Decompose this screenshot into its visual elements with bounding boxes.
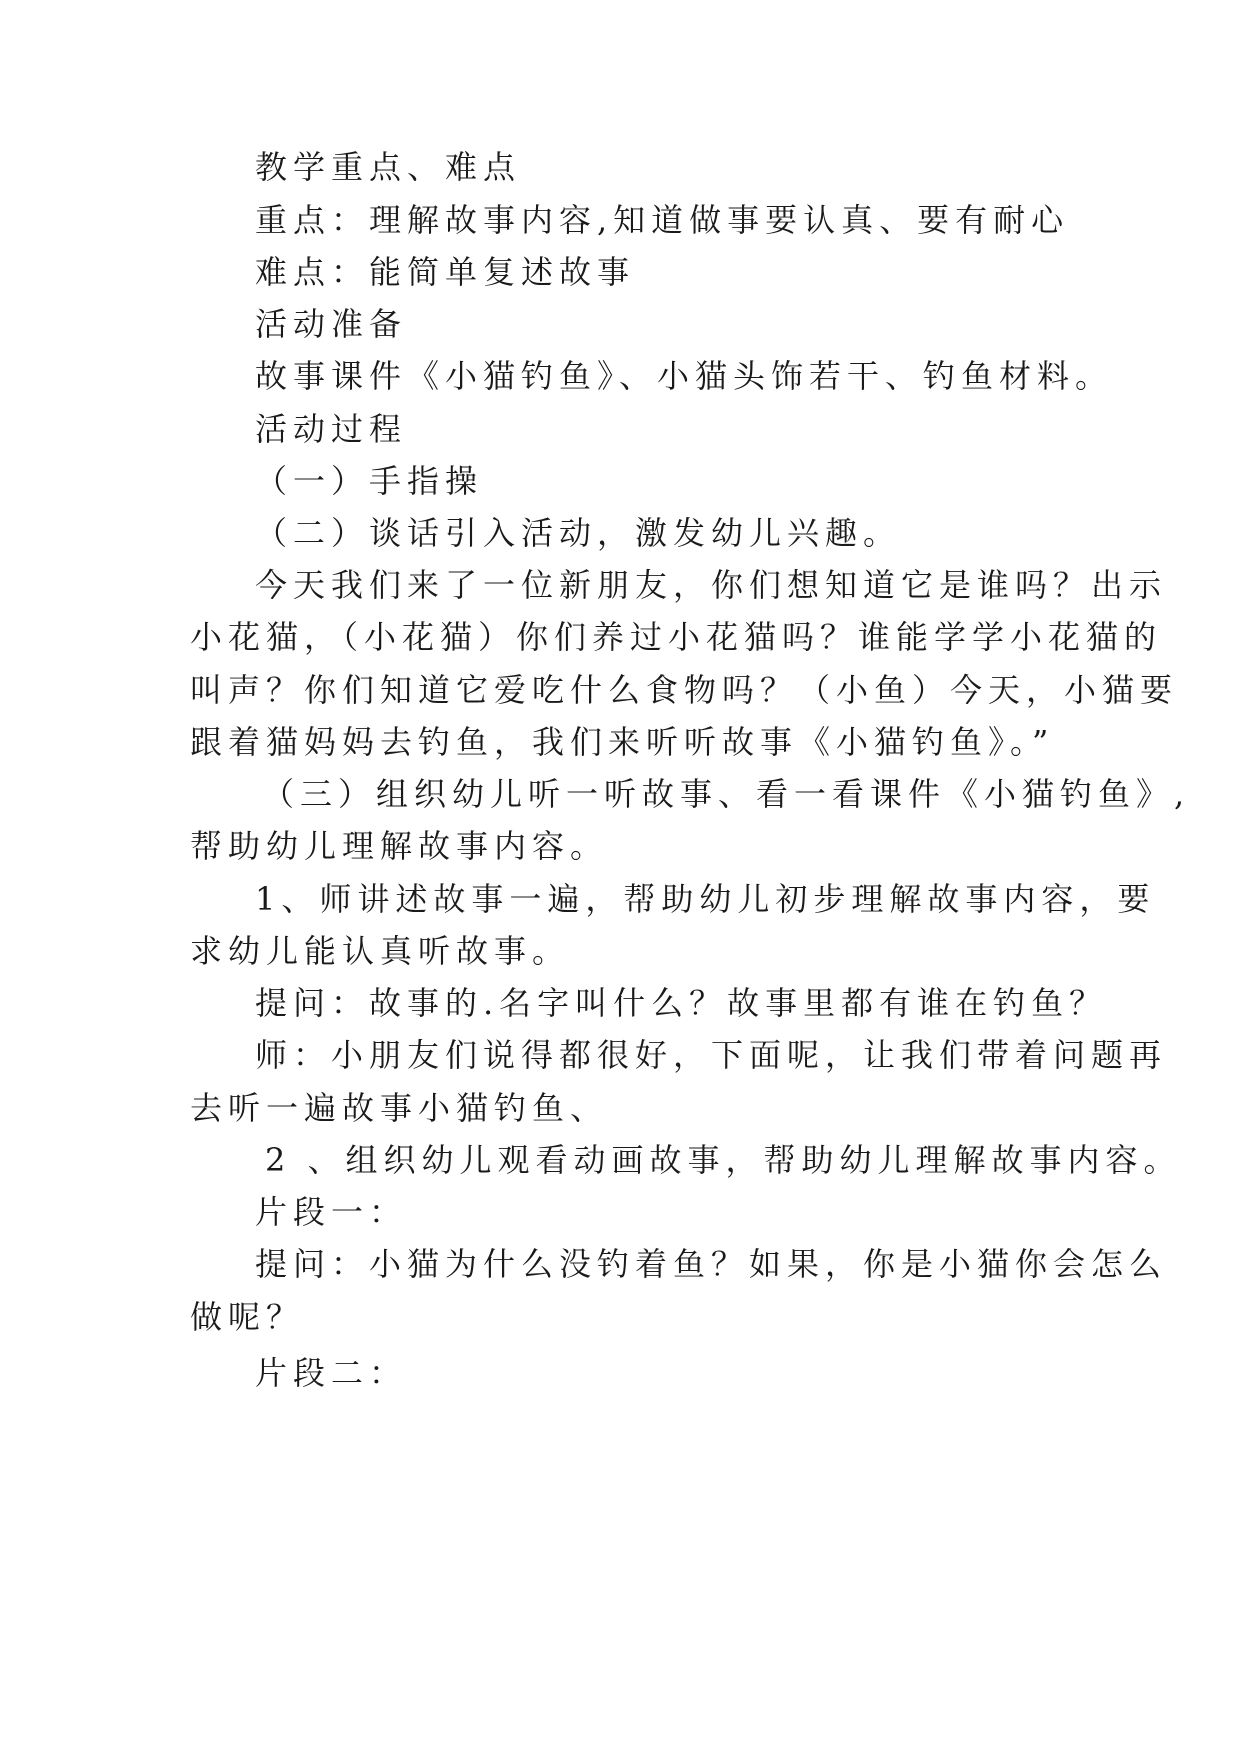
paragraph-line: 叫声？你们知道它爱吃什么食物吗？（小鱼）今天，小猫要 bbox=[190, 671, 1179, 709]
section-heading-process: 活动过程 bbox=[255, 410, 408, 448]
paragraph-line: 1、师讲述故事一遍，帮助幼儿初步理解故事内容，要 bbox=[255, 880, 1156, 918]
paragraph-difficult-point: 难点：能简单复述故事 bbox=[255, 253, 636, 291]
section-heading-preparation: 活动准备 bbox=[255, 305, 408, 343]
paragraph-line: 跟着猫妈妈去钓鱼，我们来听听故事《小猫钓鱼》。” bbox=[190, 723, 1055, 761]
step-heading-3: （三）组织幼儿听一听故事、看一看课件《小猫钓鱼》, bbox=[262, 775, 1191, 813]
paragraph-line: 求幼儿能认真听故事。 bbox=[190, 932, 571, 970]
paragraph-line: 做呢？ bbox=[190, 1298, 305, 1336]
paragraph-line: 提问：故事的.名字叫什么？故事里都有谁在钓鱼？ bbox=[255, 984, 1108, 1022]
segment-heading-2: 片段二： bbox=[255, 1354, 408, 1392]
paragraph-line: 今天我们来了一位新朋友，你们想知道它是谁吗？出示 bbox=[255, 566, 1168, 604]
step-heading-2: （二）谈话引入活动，激发幼儿兴趣。 bbox=[255, 514, 902, 552]
section-heading-key-points: 教学重点、难点 bbox=[255, 148, 522, 186]
paragraph-line: 提问：小猫为什么没钓着鱼？如果，你是小猫你会怎么 bbox=[255, 1245, 1168, 1283]
step-heading-1: （一）手指操 bbox=[255, 462, 484, 500]
paragraph-key-point: 重点：理解故事内容,知道做事要认真、要有耐心 bbox=[255, 201, 1070, 239]
paragraph-preparation: 故事课件《小猫钓鱼》、小猫头饰若干、钓鱼材料。 bbox=[255, 357, 1114, 395]
paragraph-line: 2 、组织幼儿观看动画故事，帮助幼儿理解故事内容。 bbox=[265, 1141, 1182, 1179]
paragraph-line: 去听一遍故事小猫钓鱼、 bbox=[190, 1089, 609, 1127]
segment-heading-1: 片段一： bbox=[255, 1193, 408, 1231]
paragraph-line: 小花猫，（小花猫）你们养过小花猫吗？谁能学学小花猫的 bbox=[190, 618, 1163, 656]
paragraph-line: 师：小朋友们说得都很好，下面呢，让我们带着问题再 bbox=[255, 1036, 1168, 1074]
paragraph-line: 帮助幼儿理解故事内容。 bbox=[190, 827, 609, 865]
